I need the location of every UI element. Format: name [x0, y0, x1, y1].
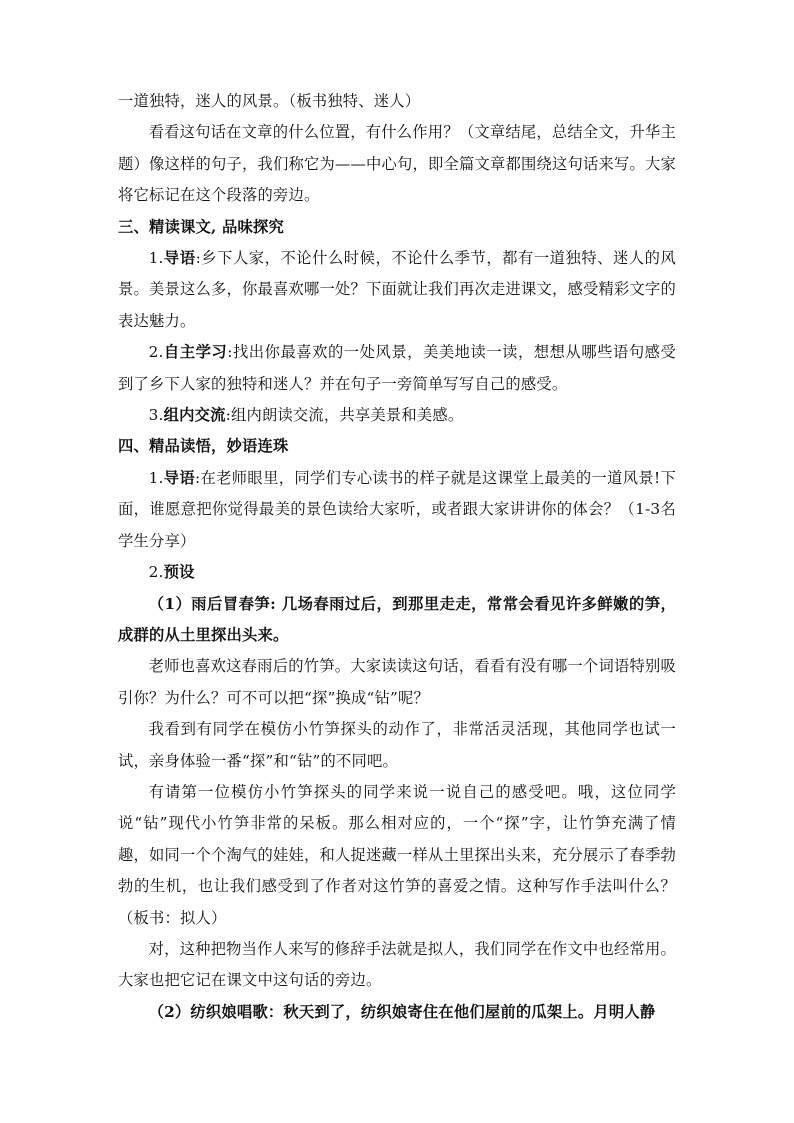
- paragraph-intro-2: [118, 463, 676, 557]
- paragraph-self-study: [118, 337, 676, 400]
- paragraph-imitate: 我看到有同学在模仿小竹笋探头的动作了，非常活灵活现，其他同学也试一试，亲身体验一番“探”和“钻”的不同吧。: [118, 720, 676, 770]
- paragraph-teacher-bamboo: 老师也喜欢这春雨后的竹笋。大家读读这句话，看看有没有哪一个词语特别吸引你？为什么？可不可以把“探”换成“钻”呢？: [118, 657, 676, 707]
- item-text: :找出你最喜欢的一处风景，美美地读一读，想想从哪些语句感受到了乡下人家的独特和迷人？并在句子一旁简单写写自己的感受。: [118, 343, 676, 393]
- item-text: :在老师眼里，同学们专心读书的样子就是这课堂上最美的一道风景!下面，谁愿意把你觉得最美的景色读给大家听，或者跟大家讲讲你的体会？（1-3名学生分享）: [118, 468, 676, 550]
- paragraph-personification: 有请第一位模仿小竹笋探头的同学来说一说自己的感受吧。哦，这位同学说“钻”现代小竹笋非常的呆板。那么相对应的，一个“探”字，让竹笋充满了情趣，如同一个个淘气的娃娃，和人捉迷藏一样从土里探出头来，充分展示了春季勃勃的生机，也让我们感受到了作者对这竹笋的喜爱之情。这种写作手法叫什么？（板书：拟人）: [118, 782, 676, 927]
- item-number: 1.: [148, 249, 164, 268]
- item-label: 预设: [163, 563, 195, 582]
- paragraph-preset: [118, 557, 676, 588]
- section-heading-4: 四、精品读悟，妙语连珠: [118, 437, 289, 456]
- paragraph-group-exchange: [118, 400, 676, 431]
- section-heading-3: 三、精读课文, 品味探究: [118, 217, 285, 236]
- document-page: [118, 86, 676, 1028]
- quote-spring-bamboo: （1）雨后冒春笋: 几场春雨过后，到那里走走，常常会看见许多鲜嫩的笋，成群的从土里探出头来。: [118, 594, 676, 644]
- item-label: 导语: [163, 468, 196, 487]
- paragraph-intro-1: [118, 243, 676, 337]
- item-text: :组内朗读交流，共享美景和美感。: [225, 406, 464, 425]
- item-label: 导语: [163, 249, 196, 268]
- item-number: 2.: [148, 343, 164, 362]
- item-number: 3.: [148, 406, 164, 425]
- paragraph-rhetoric: 对，这种把物当作人来写的修辞手法就是拟人，我们同学在作文中也经常用。大家也把它记在课文中这句话的旁边。: [118, 939, 676, 990]
- paragraph-1: 一道独特，迷人的风景。（板书独特、迷人）: [118, 92, 421, 110]
- item-text: :乡下人家，不论什么时候，不论什么季节，都有一道独特、迷人的风景。美景这么多，你最喜欢哪一处？下面就让我们再次走进课文，感受精彩文字的表达魅力。: [118, 249, 676, 330]
- item-number: 1.: [148, 468, 164, 487]
- item-label: 组内交流: [163, 406, 226, 425]
- paragraph-2: 看看这句话在文章的什么位置，有什么作用？（文章结尾，总结全文，升华主题）像这样的句子，我们称它为——中心句，即全篇文章都围绕这句话来写。大家将它标记在这个段落的旁边。: [118, 123, 676, 205]
- item-number: 2.: [148, 563, 164, 582]
- quote-katydid: （2）纺织娘唱歌：秋天到了，纺织娘寄住在他们屋前的瓜架上。月明人静: [148, 1002, 656, 1021]
- item-label: 自主学习: [163, 343, 228, 362]
